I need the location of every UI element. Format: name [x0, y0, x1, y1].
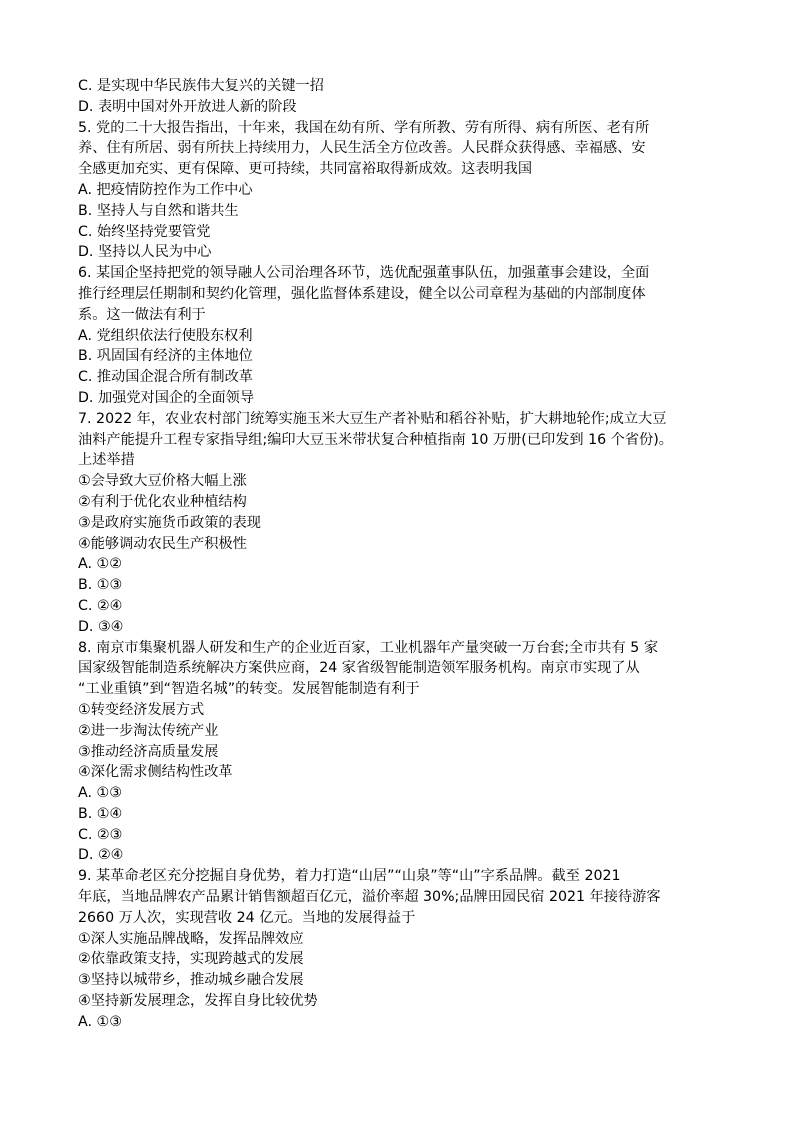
- question-stem-line: 上述举措: [78, 452, 135, 469]
- question-stem-line: 全感更加充实、更有保障、更可持续，共同富裕取得新成效。这表明我国: [78, 161, 533, 178]
- option: A. 把疫情防控作为工作中心: [78, 181, 253, 198]
- question-stem-line: 8. 南京市集聚机器人研发和生产的企业近百家，工业机器年产量突破一万台套;全市共有 5 家: [78, 639, 659, 656]
- question-block: [78, 409, 728, 638]
- question-stem-line: 油料产能提升工程专家指导组;编印大豆玉米带状复合种植指南 10 万册(已印发到 16 个省份)。: [78, 431, 673, 448]
- statement-item: ①深人实施品牌战略，发挥品牌效应: [78, 930, 304, 947]
- statement-item: ②有利于优化农业种植结构: [78, 493, 247, 510]
- option: B. ①④: [78, 805, 123, 822]
- option: B. 巩固国有经济的主体地位: [78, 348, 253, 365]
- statement-item: ③坚持以城带乡，推动城乡融合发展: [78, 972, 304, 989]
- question-stem-line: 养、住有所居、弱有所扶上持续用力，人民生活全方位改善。人民群众获得感、幸福感、安: [78, 140, 646, 157]
- question-stem-line: “工业重镇”到“智造名城”的转变。发展智能制造有利于: [78, 681, 420, 698]
- option: C. ②③: [78, 826, 123, 843]
- question-list: [78, 76, 728, 1033]
- question-stem-line: 9. 某革命老区充分挖掘自身优势，着力打造“山居”“山泉”等“山”字系品牌。截至 2021: [78, 868, 621, 885]
- option: B. ①③: [78, 577, 123, 594]
- question-stem-line: 年底，当地品牌农产品累计销售额超百亿元，溢价率超 30%;品牌田园民宿 2021 年接待游客: [78, 889, 661, 906]
- statement-item: ①转变经济发展方式: [78, 701, 205, 718]
- option: D. 坚持以人民为中心: [78, 244, 212, 261]
- question-stem-line: 6. 某国企坚持把党的领导融人公司治理各环节，选优配强董事队伍，加强董事会建设，全面: [78, 265, 650, 282]
- statement-item: ④能够调动农民生产积极性: [78, 535, 247, 552]
- option: C. ②④: [78, 597, 123, 614]
- previous-question-options: [78, 76, 728, 118]
- option: D. ③④: [78, 618, 124, 635]
- question-stem-line: 2660 万人次，实现营收 24 亿元。当地的发展得益于: [78, 909, 416, 926]
- option: A. ①③: [78, 785, 122, 802]
- statement-item: ③推动经济高质量发展: [78, 743, 219, 760]
- option: A. ①③: [78, 1013, 122, 1030]
- statement-item: ①会导致大豆价格大幅上涨: [78, 473, 247, 490]
- option: C. 始终坚持党要管党: [78, 223, 211, 240]
- statement-item: ④深化需求侧结构性改革: [78, 764, 233, 781]
- option: D. 加强党对国企的全面领导: [78, 389, 255, 406]
- option: D. ②④: [78, 847, 124, 864]
- question-stem-line: 推行经理层任期制和契约化管理，强化监督体系建设，健全以公司章程为基础的内部制度体: [78, 285, 646, 302]
- question-block: [78, 866, 728, 1032]
- statement-item: ④坚持新发展理念，发挥自身比较优势: [78, 993, 318, 1010]
- question-stem-line: 5. 党的二十大报告指出，十年来，我国在幼有所、学有所教、劳有所得、病有所医、老有所: [78, 119, 650, 136]
- question-block: [78, 118, 728, 264]
- question-stem-line: 国家级智能制造系统解决方案供应商，24 家省级智能制造领军服务机构。南京市实现了从: [78, 660, 640, 677]
- option: A. 党组织依法行使股东权利: [78, 327, 253, 344]
- question-stem-line: 系。这一做法有利于: [78, 306, 206, 323]
- option: D. 表明中国对外开放进人新的阶段: [78, 98, 297, 115]
- option: B. 坚持人与自然和谐共生: [78, 202, 239, 219]
- statement-item: ②进一步淘汰传统产业: [78, 722, 219, 739]
- option: C. 是实现中华民族伟大复兴的关键一招: [78, 78, 324, 94]
- question-block: [78, 638, 728, 867]
- question-stem-line: 7. 2022 年，农业农村部门统筹实施玉米大豆生产者补贴和稻谷补贴，扩大耕地轮作;成立大豆: [78, 410, 667, 427]
- question-block: [78, 263, 728, 409]
- statement-item: ②依靠政策支持，实现跨越式的发展: [78, 951, 304, 968]
- option: C. 推动国企混合所有制改革: [78, 369, 253, 386]
- statement-item: ③是政府实施货币政策的表现: [78, 514, 261, 531]
- option: A. ①②: [78, 556, 122, 573]
